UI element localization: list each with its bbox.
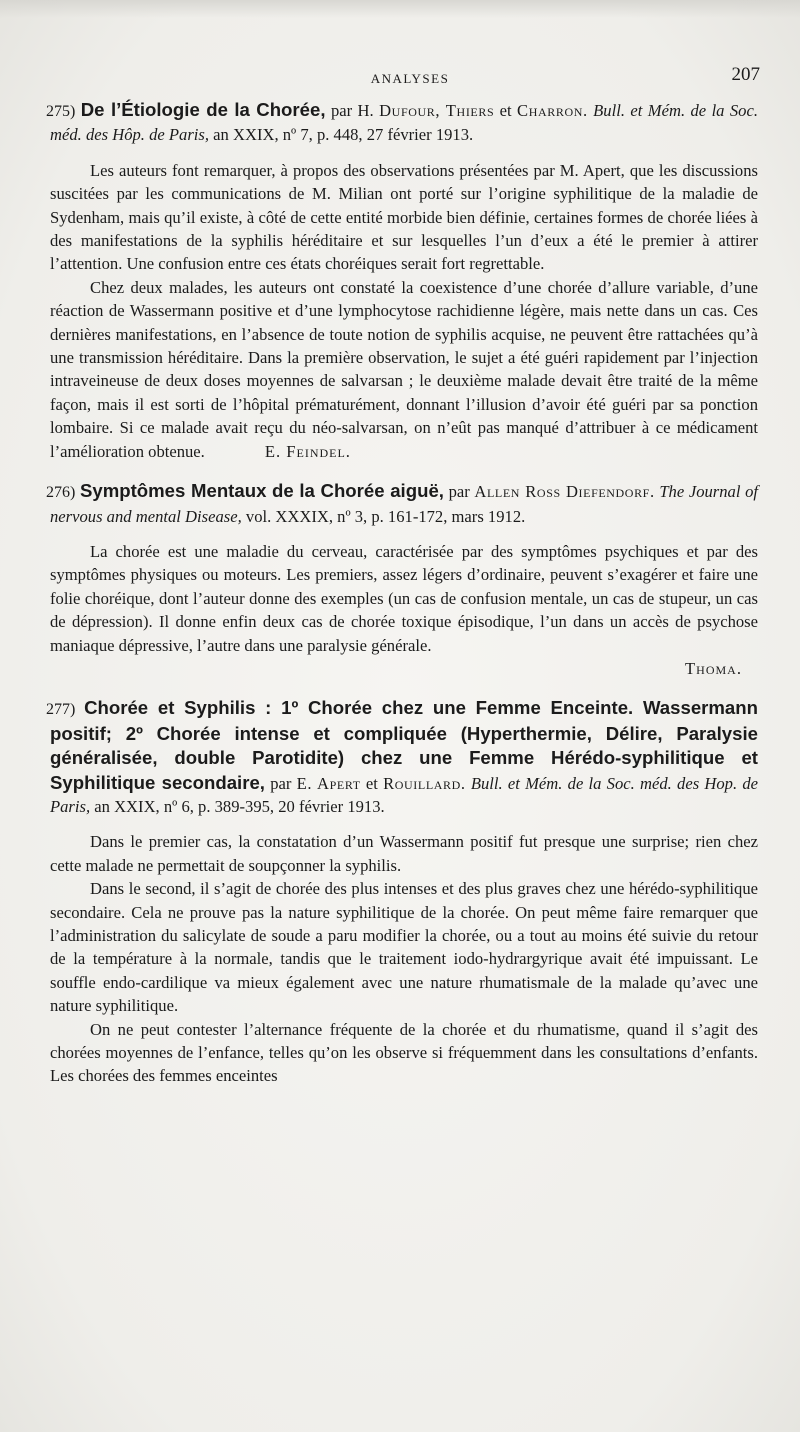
entry-number: 277) bbox=[46, 701, 76, 719]
entry-source: Bull. et Mém. de la Soc. méd. des Hop. de Paris, bbox=[50, 773, 758, 816]
running-title: ANALYSES bbox=[370, 71, 450, 86]
entry-details: an XXIX, nº 6, p. 389-395, 20 février 1913. bbox=[94, 796, 385, 816]
entry-title: Symptômes Mentaux de la Chorée aiguë, bbox=[79, 480, 444, 502]
article-body bbox=[46, 98, 758, 1088]
entry-authors-2: Rouillard. bbox=[383, 773, 466, 793]
entry-authors: Dufour, Thiers bbox=[379, 101, 495, 120]
paragraph: Les auteurs font remarquer, à propos des observations présentées par M. Apert, que les discussions suscitées par les communications de M. Milian ont porté sur l’origine syphilitique de la maladie de Sydenham, mais qu’il existe, à côté de cette entité morbide bien définie, certaines formes de chorée liées à des manifestations de la syphilis héréditaire et sur lesquelles l’un d’eux a été le premier à attirer l’attention. Une confusion entre ces états choréiques serait fort regrettable. bbox=[50, 160, 758, 274]
entry-source: The Journal of nervous and mental Disease, bbox=[50, 482, 758, 526]
entry-details: vol. XXXIX, nº 3, p. 161-172, mars 1912. bbox=[245, 506, 526, 526]
entry-number: 275) bbox=[46, 103, 76, 120]
entry-authors: E. Apert bbox=[296, 773, 361, 793]
signature: E. Feindel. bbox=[264, 441, 351, 461]
byline-conjunction: et bbox=[499, 101, 512, 120]
byline-prefix: par H. bbox=[330, 101, 374, 120]
entry-reference bbox=[46, 98, 758, 147]
byline-prefix: par bbox=[448, 482, 470, 502]
entry-authors-2: Charron. bbox=[517, 101, 588, 120]
paragraph: Dans le second, il s’agit de chorée des plus intenses et des plus graves chez une hérédo-syphilitique secondaire. Cela ne prouve pas la nature syphilitique de la chorée. On peut même faire remarquer que l’administration du salicylate de soude a paru modifier la chorée, ou a tout au moins été suivie du retour de la température à la normale, tandis que le traitement iodo-hydrargyrique avait été impuissant. Le souffle endo-cardilique va mieux également avec une nature rhumatismale de la malade qu’avec une nature syphilitique. bbox=[50, 879, 758, 1016]
entry-number: 276) bbox=[46, 484, 76, 502]
entry-reference bbox=[46, 696, 758, 818]
abstract-entry bbox=[46, 98, 758, 463]
abstract-entry bbox=[46, 696, 758, 1088]
signature: Thoma. bbox=[685, 658, 742, 678]
entry-authors: Allen Ross Diefendorf. bbox=[474, 482, 655, 502]
entry-title: De l’Étiologie de la Chorée, bbox=[80, 99, 326, 120]
scan-edge bbox=[0, 0, 800, 18]
entry-details: an XXIX, nº 7, p. 448, 27 février 1913. bbox=[213, 125, 474, 145]
paragraph: Dans le premier cas, la constatation d’un Wassermann positif fut presque une surprise; rien chez cette malade ne permettait de soupçonner la syphilis. bbox=[50, 832, 758, 875]
entry-source: Bull. et Mém. de la Soc. méd. des Hôp. de Paris, bbox=[50, 101, 758, 145]
paragraph bbox=[50, 276, 758, 463]
abstract-entry bbox=[46, 479, 758, 680]
running-head bbox=[60, 64, 760, 88]
byline-prefix: par bbox=[270, 773, 292, 793]
paragraph-text: Chez deux malades, les auteurs ont constaté la coexistence d’une chorée d’allure variable, d’une réaction de Wassermann positive et d’une lymphocytose rachidienne légère, mais nette dans un cas. Ces dernières manifestations, en l’absence de toute notion de syphilis acquise, ne peuvent être rattachées qu’à une transmission héréditaire. Dans la première observation, le sujet a été guéri rapidement par l’injection intraveineuse de deux doses moyennes de salvarsan ; le deuxième malade devait être traité de la même façon, mais il est sorti de l’hôpital prématurément, donnant l’illusion d’avoir été guéri par sa ponction lombaire. Si ce malade avait reçu du néo-salvarsan, on n’eût pas manqué d’attribuer à ce médicament l’amélioration obtenue. bbox=[50, 277, 758, 461]
byline-conjunction: et bbox=[365, 773, 378, 793]
entry-reference bbox=[46, 479, 758, 528]
paragraph: On ne peut contester l’alternance fréquente de la chorée et du rhumatisme, quand il s’agit des chorées moyennes de l’enfance, telles qu’on les observe si fréquemment dans les consultations d’enfants. Les chorées des femmes enceintes bbox=[50, 1019, 758, 1086]
paragraph: La chorée est une maladie du cerveau, caractérisée par des symptômes psychiques et par des symptômes physiques ou moteurs. Les premiers, assez légers d’ordinaire, peuvent s’exagérer et faire une folie choréique, dont l’auteur donne des exemples (un cas de confusion mentale, un cas de stupeur, un cas de dépression). Il donne enfin deux cas de chorée toxique épisodique, l’un dans un accès de psychose maniaque dépressive, l’autre dans une paralysie générale. bbox=[50, 541, 758, 655]
page-number: 207 bbox=[731, 64, 760, 85]
entry-title: Chorée et Syphilis : 1º Chorée chez une Femme Enceinte. Wassermann positif; 2º Chorée intense et compliquée (Hyperthermie, Délire, Paralysie généralisée, double Parotidite) chez une Femme Hérédo-syphilitique et Syphilitique secondaire, bbox=[50, 697, 758, 793]
